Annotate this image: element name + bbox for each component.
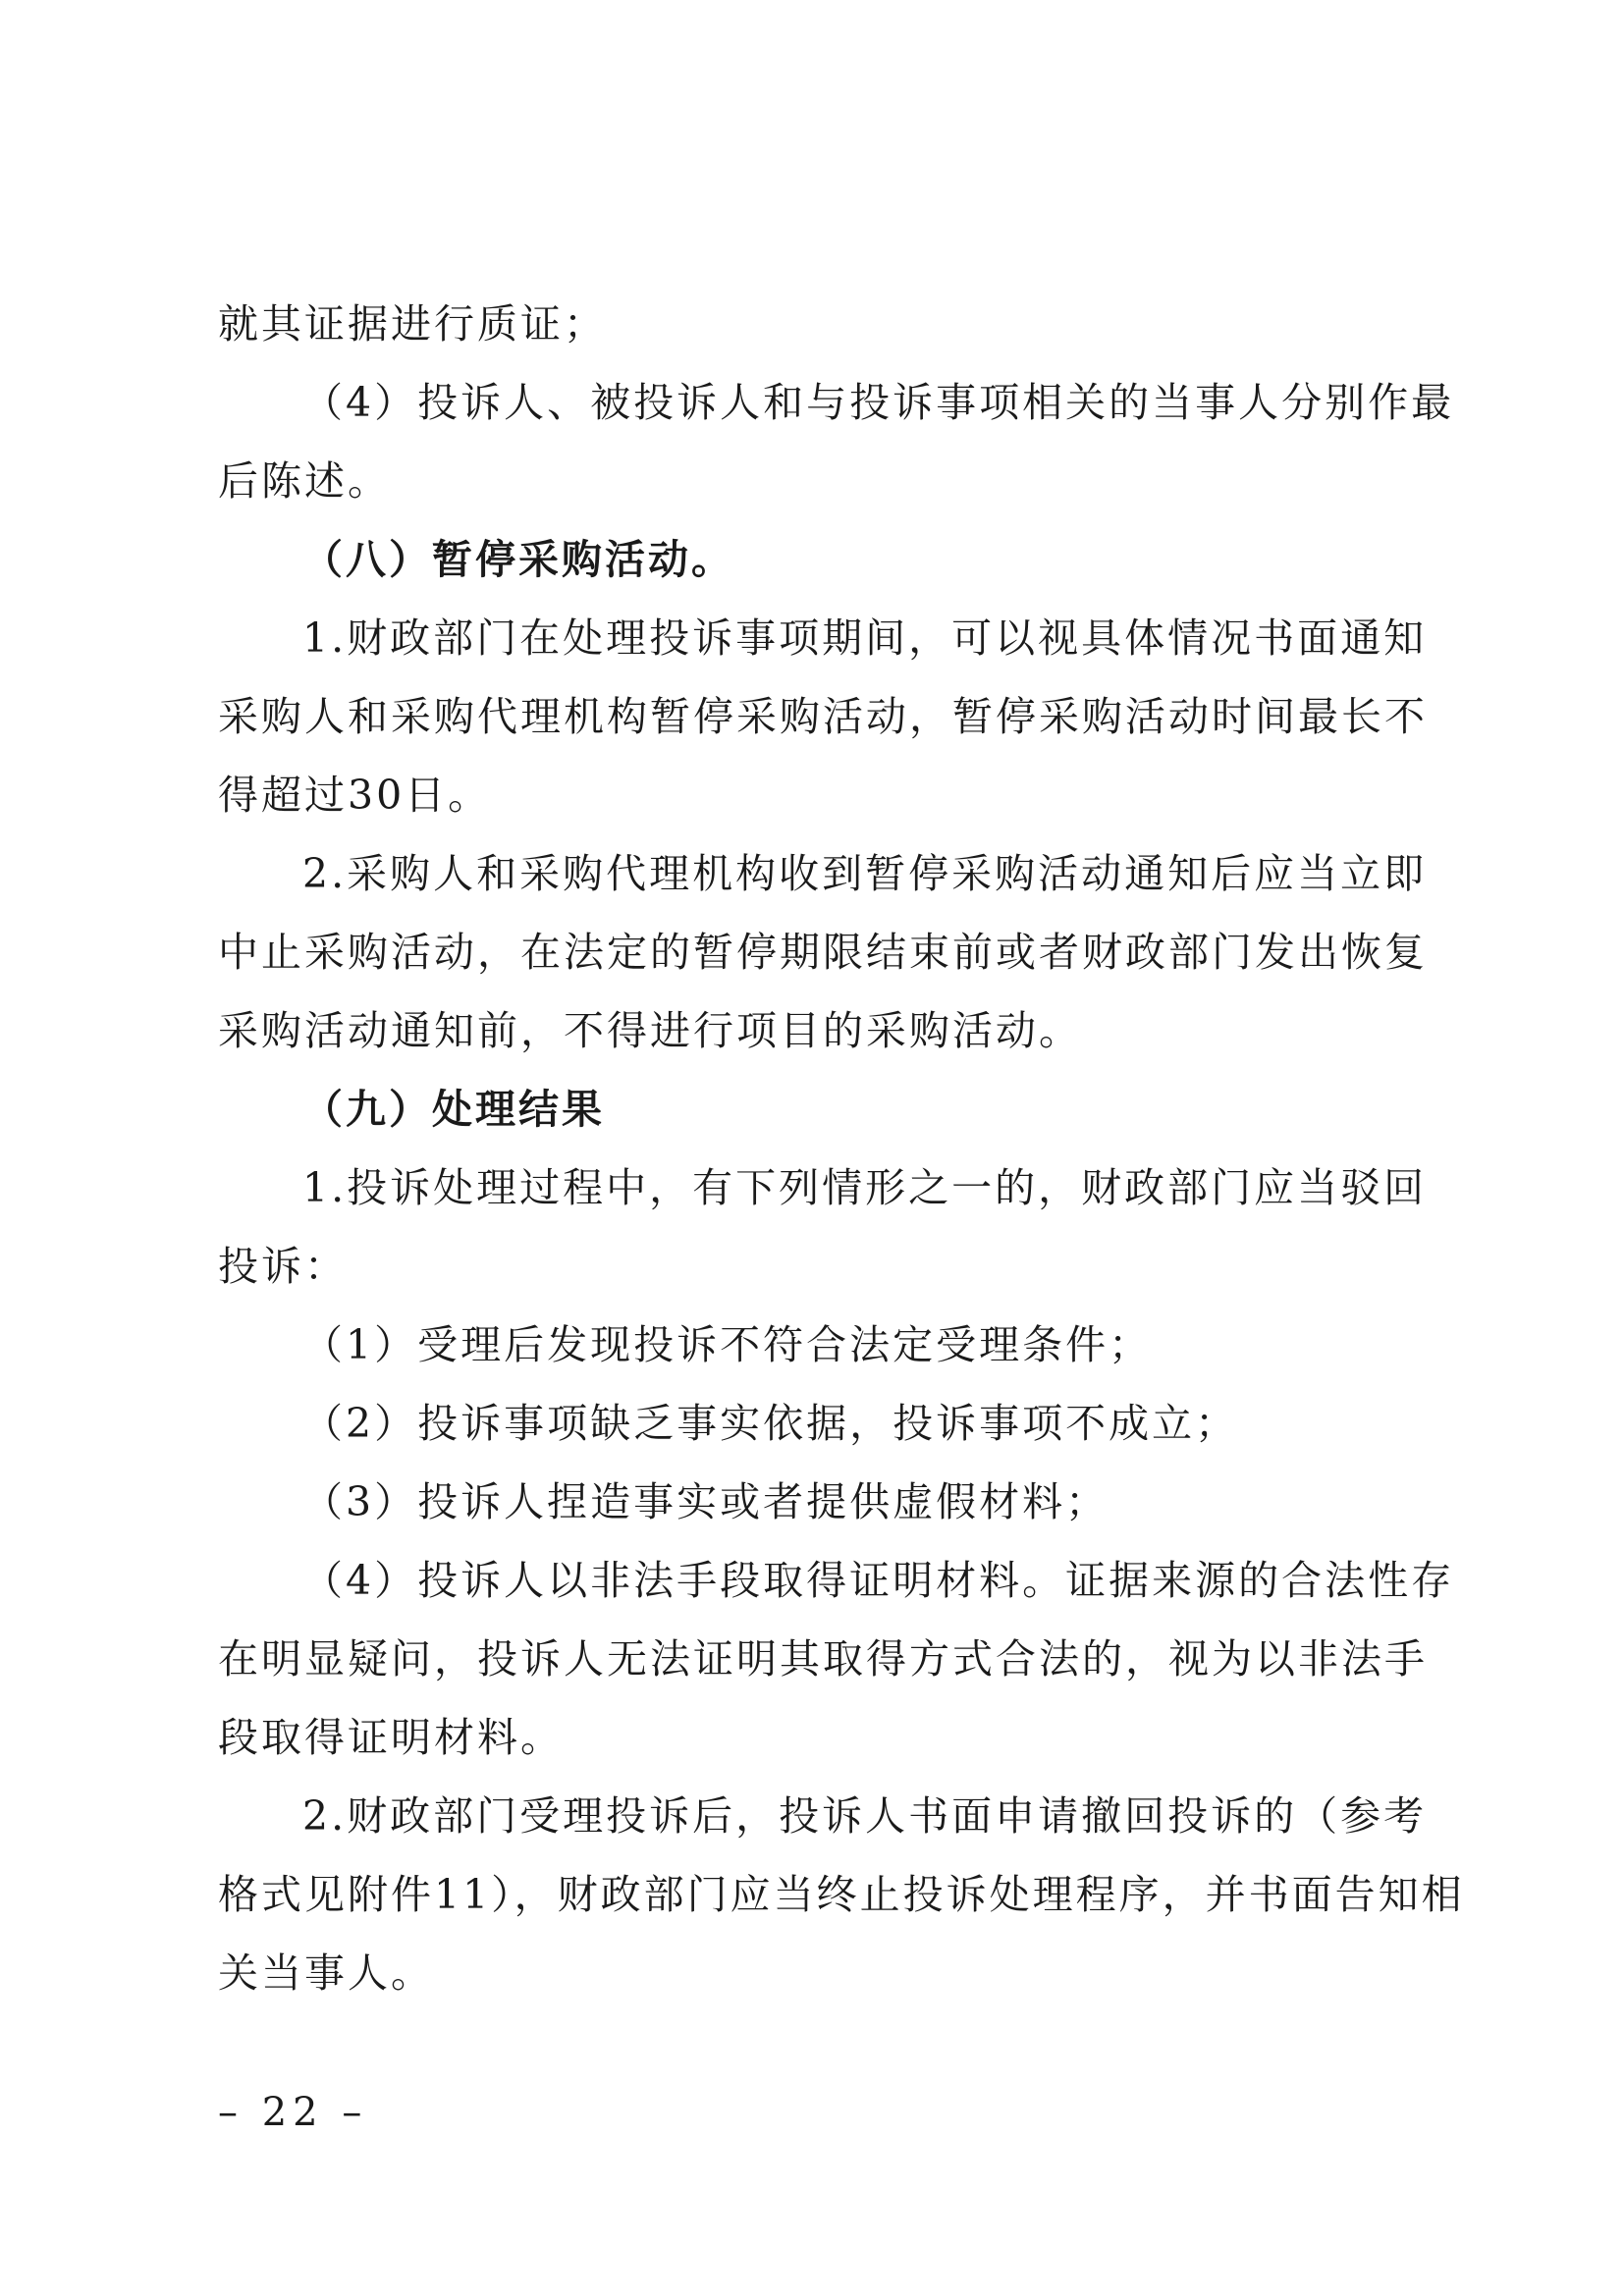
body-line: 就其证据进行质证； [218,300,607,347]
body-line: 段取得证明材料。 [218,1714,564,1761]
body-line: 得超过30日。 [218,772,492,819]
body-line: （4）投诉人以非法手段取得证明材料。证据来源的合法性存 [302,1557,1455,1604]
body-line: 关当事人。 [218,1949,434,1997]
body-line: 格式见附件11），财政部门应当终止投诉处理程序，并书面告知相 [218,1871,1465,1918]
body-line: 采购人和采购代理机构暂停采购活动，暂停采购活动时间最长不 [218,693,1428,740]
body-line: 2.采购人和采购代理机构收到暂停采购活动通知后应当立即 [302,850,1428,897]
section-heading: （八）暂停采购活动。 [302,536,734,583]
body-line: （3）投诉人捏造事实或者提供虚假材料； [302,1478,1109,1525]
body-line: 采购活动通知前，不得进行项目的采购活动。 [218,1007,1082,1054]
page-number: – 22 – [218,2090,368,2135]
body-line: 2.财政部门受理投诉后，投诉人书面申请撤回投诉的（参考 [302,1792,1428,1840]
body-line: 1.投诉处理过程中，有下列情形之一的，财政部门应当驳回 [302,1164,1428,1211]
body-line: 1.财政部门在处理投诉事项期间，可以视具体情况书面通知 [302,614,1428,662]
section-heading: （九）处理结果 [302,1086,605,1133]
body-line: 中止采购活动，在法定的暂停期限结束前或者财政部门发出恢复 [218,929,1428,976]
body-line: （2）投诉事项缺乏事实依据，投诉事项不成立； [302,1400,1239,1447]
body-line: 投诉： [218,1243,348,1290]
body-line: （1）受理后发现投诉不符合法定受理条件； [302,1321,1153,1368]
body-line: 后陈述。 [218,457,391,505]
body-line: 在明显疑问，投诉人无法证明其取得方式合法的，视为以非法手 [218,1635,1428,1682]
body-line: （4）投诉人、被投诉人和与投诉事项相关的当事人分别作最 [302,379,1455,426]
